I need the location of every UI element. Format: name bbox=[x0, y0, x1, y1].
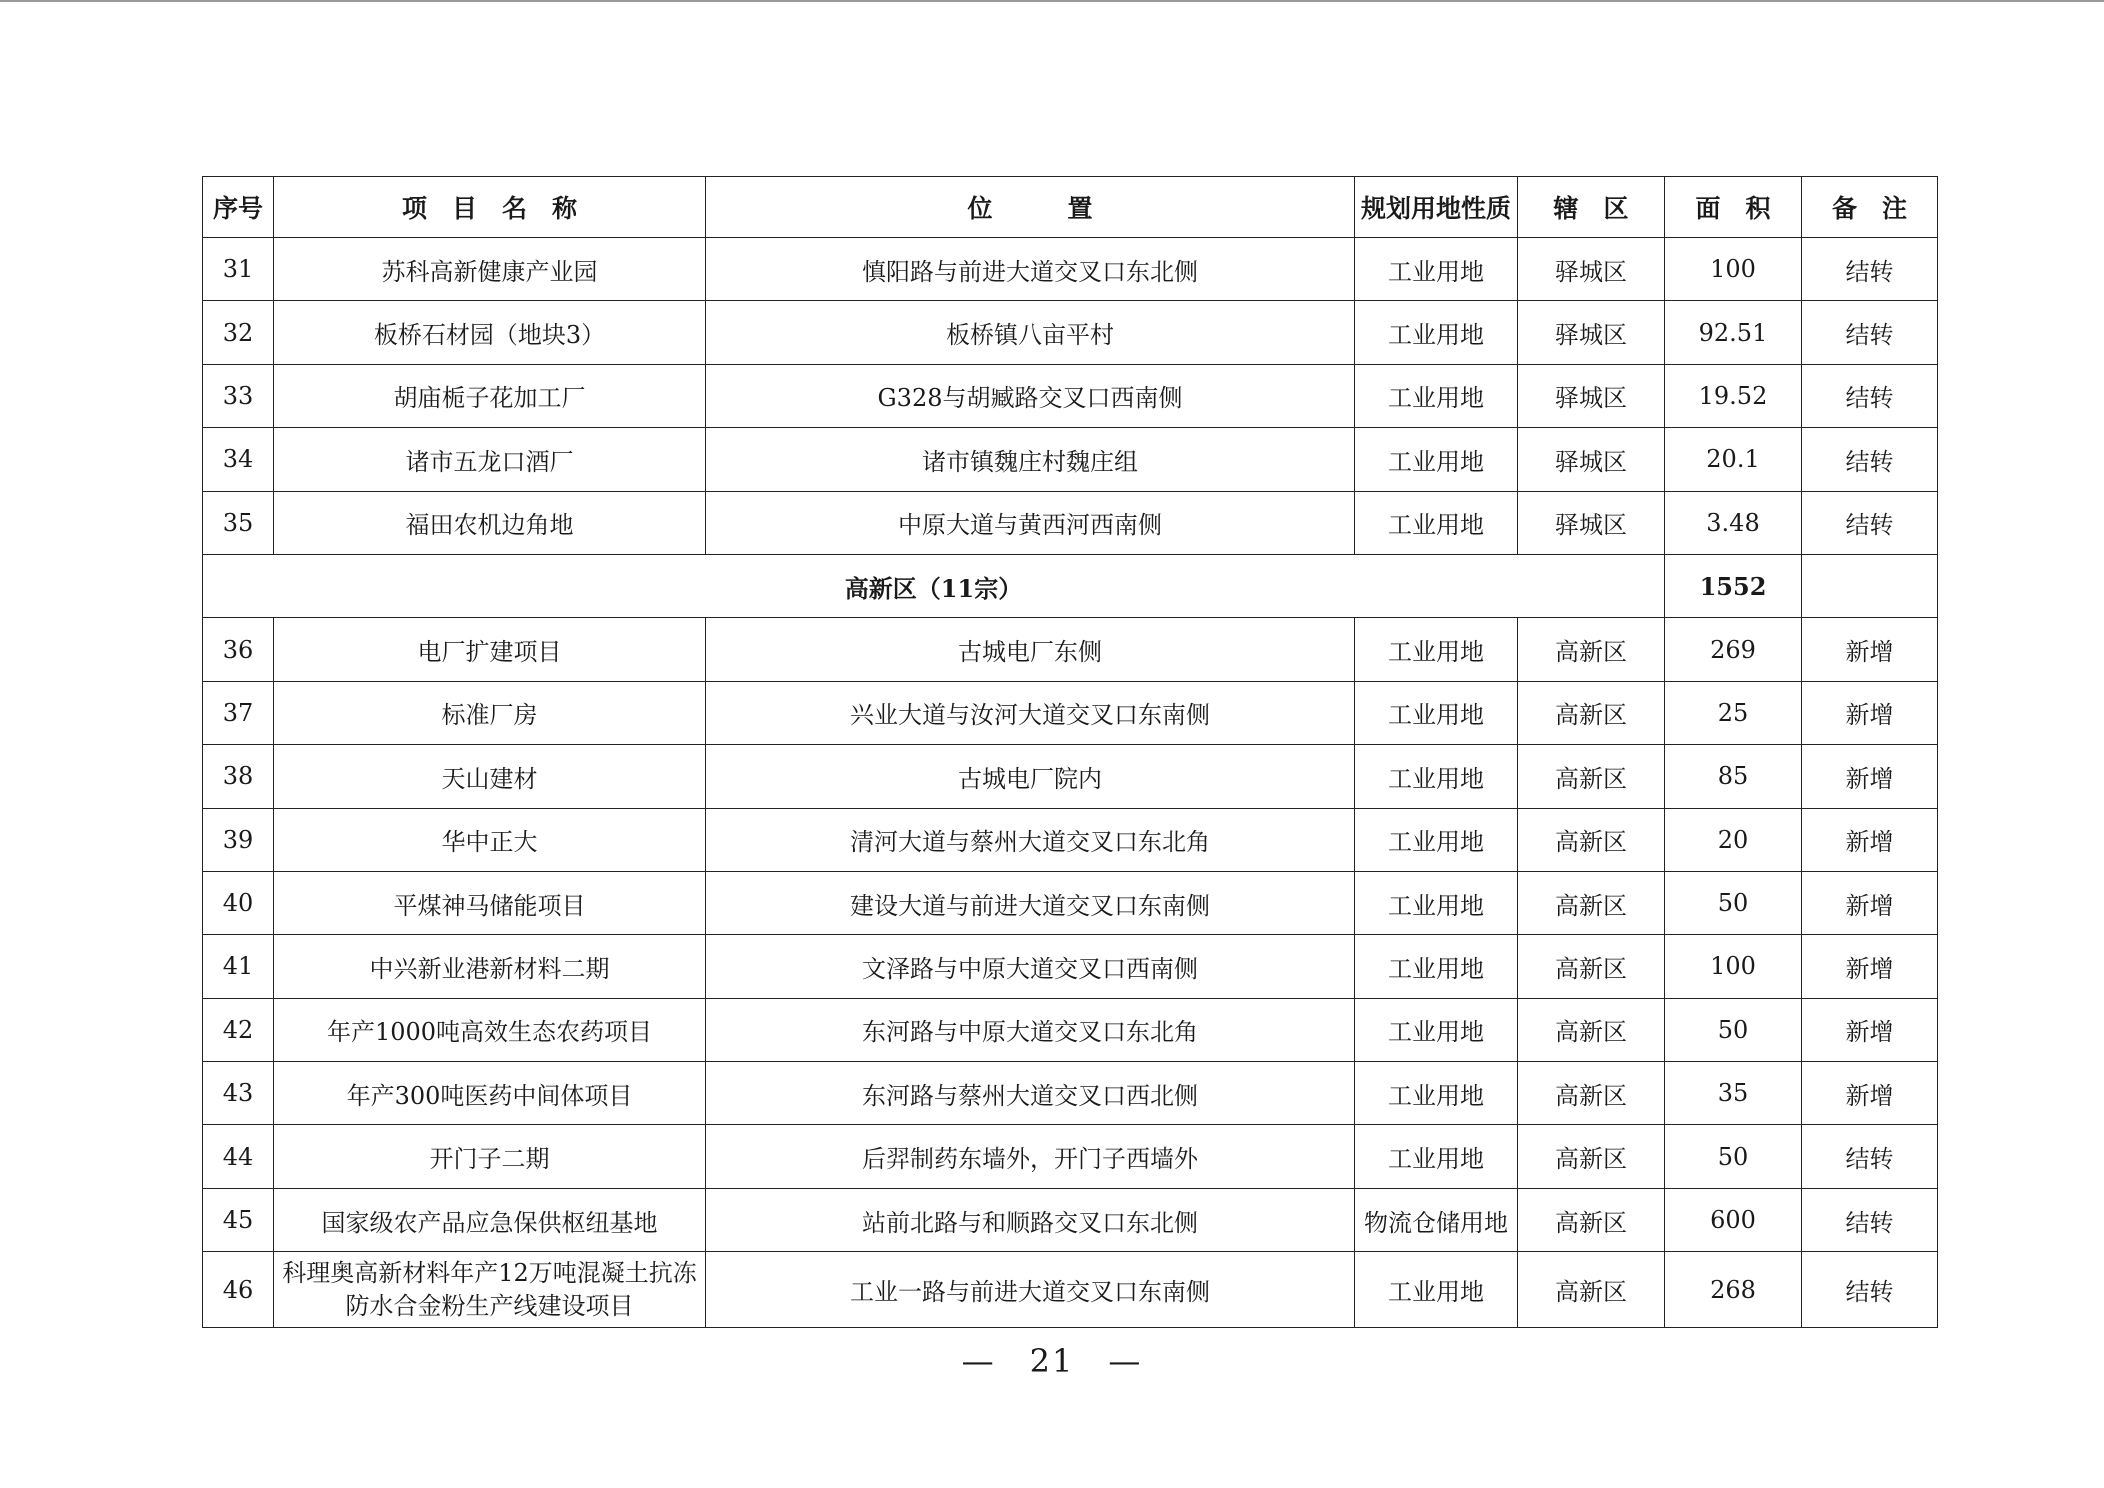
cell-area: 3.48 bbox=[1665, 491, 1802, 554]
page-number: — 21 — bbox=[961, 1342, 1143, 1380]
cell-location: 文泽路与中原大道交叉口西南侧 bbox=[706, 935, 1355, 998]
cell-remark: 新增 bbox=[1802, 618, 1938, 681]
cell-land-use: 工业用地 bbox=[1355, 1062, 1518, 1125]
table-row bbox=[203, 618, 1938, 681]
cell-area: 25 bbox=[1665, 681, 1802, 744]
cell-project-name: 诸市五龙口酒厂 bbox=[274, 428, 706, 491]
cell-area: 35 bbox=[1665, 1062, 1802, 1125]
cell-project-name: 标准厂房 bbox=[274, 681, 706, 744]
cell-district: 高新区 bbox=[1518, 681, 1665, 744]
cell-remark: 结转 bbox=[1802, 1125, 1938, 1188]
cell-land-use: 工业用地 bbox=[1355, 745, 1518, 808]
cell-project-name: 福田农机边角地 bbox=[274, 491, 706, 554]
table-row bbox=[203, 1062, 1938, 1125]
cell-remark: 结转 bbox=[1802, 491, 1938, 554]
header-row bbox=[203, 177, 1938, 238]
cell-land-use: 工业用地 bbox=[1355, 364, 1518, 427]
cell-land-use: 物流仓储用地 bbox=[1355, 1188, 1518, 1251]
cell-seq: 45 bbox=[203, 1188, 274, 1251]
cell-project-name: 天山建材 bbox=[274, 745, 706, 808]
land-plan-table bbox=[202, 176, 1938, 1328]
cell-district: 驿城区 bbox=[1518, 301, 1665, 364]
table-row bbox=[203, 1125, 1938, 1188]
section-remark bbox=[1802, 554, 1938, 617]
cell-seq: 39 bbox=[203, 808, 274, 871]
cell-seq: 34 bbox=[203, 428, 274, 491]
cell-seq: 37 bbox=[203, 681, 274, 744]
cell-district: 高新区 bbox=[1518, 1252, 1665, 1328]
cell-location: 工业一路与前进大道交叉口东南侧 bbox=[706, 1252, 1355, 1328]
header-land-use: 规划用地性质 bbox=[1355, 177, 1518, 238]
table-row bbox=[203, 1188, 1938, 1251]
cell-seq: 33 bbox=[203, 364, 274, 427]
cell-project-name: 苏科高新健康产业园 bbox=[274, 238, 706, 301]
cell-project-name: 胡庙栀子花加工厂 bbox=[274, 364, 706, 427]
cell-remark: 新增 bbox=[1802, 871, 1938, 934]
cell-project-name: 年产300吨医药中间体项目 bbox=[274, 1062, 706, 1125]
cell-area: 100 bbox=[1665, 238, 1802, 301]
cell-land-use: 工业用地 bbox=[1355, 935, 1518, 998]
cell-area: 92.51 bbox=[1665, 301, 1802, 364]
cell-project-name: 中兴新业港新材料二期 bbox=[274, 935, 706, 998]
cell-seq: 40 bbox=[203, 871, 274, 934]
cell-land-use: 工业用地 bbox=[1355, 998, 1518, 1061]
cell-land-use: 工业用地 bbox=[1355, 1252, 1518, 1328]
cell-location: 兴业大道与汝河大道交叉口东南侧 bbox=[706, 681, 1355, 744]
cell-project-name: 国家级农产品应急保供枢纽基地 bbox=[274, 1188, 706, 1251]
cell-location: 东河路与蔡州大道交叉口西北侧 bbox=[706, 1062, 1355, 1125]
cell-district: 高新区 bbox=[1518, 808, 1665, 871]
cell-location: G328与胡臧路交叉口西南侧 bbox=[706, 364, 1355, 427]
cell-land-use: 工业用地 bbox=[1355, 491, 1518, 554]
cell-district: 高新区 bbox=[1518, 618, 1665, 681]
cell-area: 50 bbox=[1665, 1125, 1802, 1188]
section-gaoxin bbox=[203, 554, 1938, 617]
table-row bbox=[203, 301, 1938, 364]
cell-project-name: 电厂扩建项目 bbox=[274, 618, 706, 681]
table-body-yicheng bbox=[203, 238, 1938, 555]
cell-location: 诸市镇魏庄村魏庄组 bbox=[706, 428, 1355, 491]
cell-district: 驿城区 bbox=[1518, 428, 1665, 491]
cell-remark: 新增 bbox=[1802, 745, 1938, 808]
cell-seq: 41 bbox=[203, 935, 274, 998]
header-seq: 序号 bbox=[203, 177, 274, 238]
table-row bbox=[203, 871, 1938, 934]
table-row bbox=[203, 808, 1938, 871]
cell-land-use: 工业用地 bbox=[1355, 238, 1518, 301]
cell-district: 高新区 bbox=[1518, 1062, 1665, 1125]
cell-area: 20.1 bbox=[1665, 428, 1802, 491]
cell-land-use: 工业用地 bbox=[1355, 428, 1518, 491]
cell-land-use: 工业用地 bbox=[1355, 808, 1518, 871]
cell-project-name: 华中正大 bbox=[274, 808, 706, 871]
cell-seq: 31 bbox=[203, 238, 274, 301]
cell-seq: 35 bbox=[203, 491, 274, 554]
cell-remark: 结转 bbox=[1802, 364, 1938, 427]
table-row bbox=[203, 491, 1938, 554]
cell-location: 中原大道与黄西河西南侧 bbox=[706, 491, 1355, 554]
cell-project-name: 科理奥高新材料年产12万吨混凝土抗冻防水合金粉生产线建设项目 bbox=[274, 1252, 706, 1328]
cell-land-use: 工业用地 bbox=[1355, 681, 1518, 744]
cell-remark: 结转 bbox=[1802, 428, 1938, 491]
section-label: 高新区（11宗） bbox=[203, 554, 1665, 617]
cell-district: 驿城区 bbox=[1518, 238, 1665, 301]
header-district: 辖 区 bbox=[1518, 177, 1665, 238]
top-border-line bbox=[0, 0, 2104, 2]
cell-project-name: 平煤神马储能项目 bbox=[274, 871, 706, 934]
cell-area: 20 bbox=[1665, 808, 1802, 871]
cell-remark: 新增 bbox=[1802, 935, 1938, 998]
cell-seq: 32 bbox=[203, 301, 274, 364]
cell-district: 高新区 bbox=[1518, 1125, 1665, 1188]
cell-area: 85 bbox=[1665, 745, 1802, 808]
header-remark: 备 注 bbox=[1802, 177, 1938, 238]
cell-area: 269 bbox=[1665, 618, 1802, 681]
cell-remark: 结转 bbox=[1802, 238, 1938, 301]
header-project-name: 项 目 名 称 bbox=[274, 177, 706, 238]
cell-project-name: 开门子二期 bbox=[274, 1125, 706, 1188]
table-row bbox=[203, 681, 1938, 744]
cell-project-name: 年产1000吨高效生态农药项目 bbox=[274, 998, 706, 1061]
table-row bbox=[203, 745, 1938, 808]
cell-land-use: 工业用地 bbox=[1355, 1125, 1518, 1188]
table-row bbox=[203, 364, 1938, 427]
cell-location: 板桥镇八亩平村 bbox=[706, 301, 1355, 364]
cell-seq: 42 bbox=[203, 998, 274, 1061]
cell-land-use: 工业用地 bbox=[1355, 871, 1518, 934]
cell-remark: 结转 bbox=[1802, 1252, 1938, 1328]
cell-remark: 新增 bbox=[1802, 998, 1938, 1061]
cell-district: 高新区 bbox=[1518, 871, 1665, 934]
cell-remark: 新增 bbox=[1802, 808, 1938, 871]
cell-district: 驿城区 bbox=[1518, 491, 1665, 554]
cell-remark: 新增 bbox=[1802, 681, 1938, 744]
cell-remark: 新增 bbox=[1802, 1062, 1938, 1125]
cell-seq: 46 bbox=[203, 1252, 274, 1328]
cell-area: 268 bbox=[1665, 1252, 1802, 1328]
table-row bbox=[203, 998, 1938, 1061]
cell-area: 50 bbox=[1665, 998, 1802, 1061]
cell-area: 600 bbox=[1665, 1188, 1802, 1251]
header-area: 面 积 bbox=[1665, 177, 1802, 238]
cell-seq: 44 bbox=[203, 1125, 274, 1188]
cell-district: 高新区 bbox=[1518, 935, 1665, 998]
cell-location: 清河大道与蔡州大道交叉口东北角 bbox=[706, 808, 1355, 871]
cell-location: 建设大道与前进大道交叉口东南侧 bbox=[706, 871, 1355, 934]
cell-remark: 结转 bbox=[1802, 1188, 1938, 1251]
cell-location: 古城电厂院内 bbox=[706, 745, 1355, 808]
cell-district: 高新区 bbox=[1518, 998, 1665, 1061]
cell-area: 19.52 bbox=[1665, 364, 1802, 427]
cell-area: 50 bbox=[1665, 871, 1802, 934]
table-row bbox=[203, 935, 1938, 998]
section-row bbox=[203, 554, 1938, 617]
cell-location: 慎阳路与前进大道交叉口东北侧 bbox=[706, 238, 1355, 301]
cell-project-name: 板桥石材园（地块3） bbox=[274, 301, 706, 364]
cell-location: 站前北路与和顺路交叉口东北侧 bbox=[706, 1188, 1355, 1251]
cell-land-use: 工业用地 bbox=[1355, 301, 1518, 364]
cell-remark: 结转 bbox=[1802, 301, 1938, 364]
cell-seq: 36 bbox=[203, 618, 274, 681]
cell-seq: 38 bbox=[203, 745, 274, 808]
table-row bbox=[203, 1252, 1938, 1328]
cell-location: 古城电厂东侧 bbox=[706, 618, 1355, 681]
cell-location: 东河路与中原大道交叉口东北角 bbox=[706, 998, 1355, 1061]
cell-district: 高新区 bbox=[1518, 745, 1665, 808]
table-row bbox=[203, 238, 1938, 301]
header-location: 位 置 bbox=[706, 177, 1355, 238]
table-row bbox=[203, 428, 1938, 491]
cell-seq: 43 bbox=[203, 1062, 274, 1125]
section-total-area: 1552 bbox=[1665, 554, 1802, 617]
cell-area: 100 bbox=[1665, 935, 1802, 998]
cell-district: 高新区 bbox=[1518, 1188, 1665, 1251]
cell-district: 驿城区 bbox=[1518, 364, 1665, 427]
cell-location: 后羿制药东墙外，开门子西墙外 bbox=[706, 1125, 1355, 1188]
table-body-gaoxin bbox=[203, 618, 1938, 1328]
cell-land-use: 工业用地 bbox=[1355, 618, 1518, 681]
